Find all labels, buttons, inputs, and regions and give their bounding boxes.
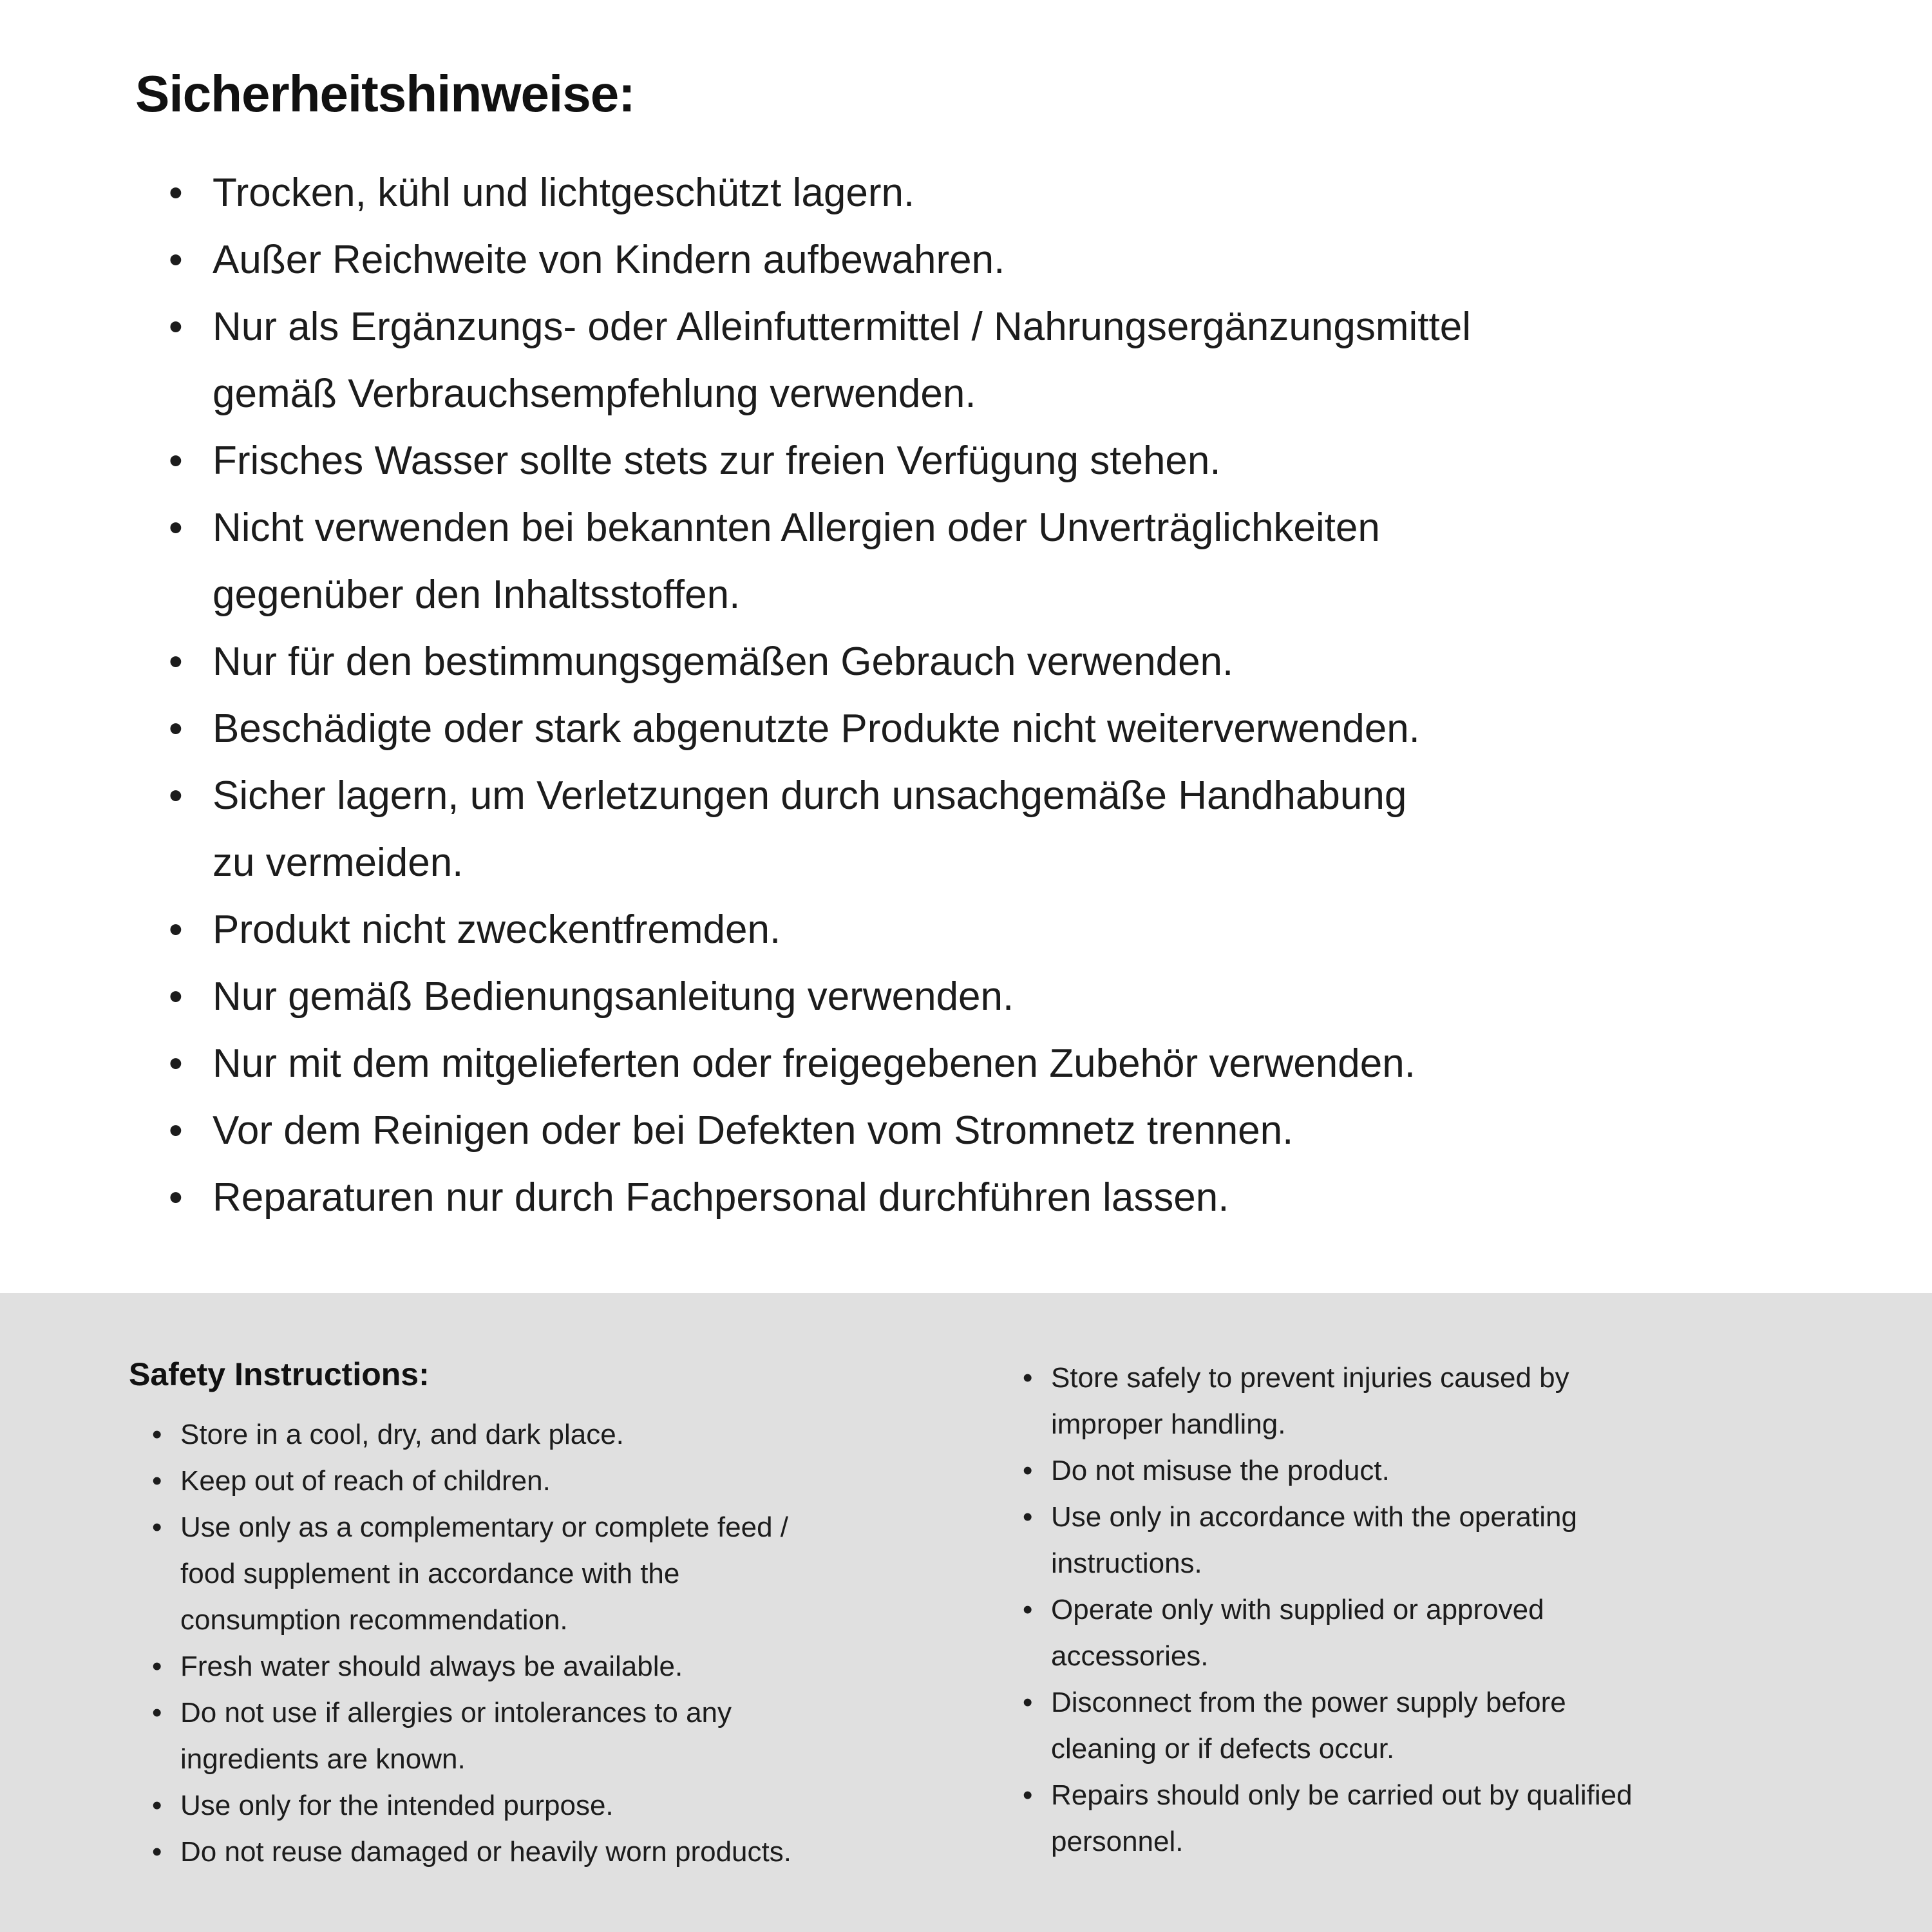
bullet-icon: • [152, 1651, 162, 1682]
list-item-text: zu vermeiden. [213, 840, 464, 885]
bullet-icon: • [152, 1465, 162, 1497]
list-item-text: Do not reuse damaged or heavily worn products. [180, 1836, 791, 1868]
english-safety-section [0, 1293, 1932, 1932]
list-item [169, 1030, 1842, 1097]
list-item-text: Disconnect from the power supply before [1051, 1687, 1566, 1718]
list-item-text: Do not misuse the product. [1051, 1455, 1390, 1486]
list-item-text: Use only in accordance with the operating [1051, 1501, 1577, 1533]
list-item-text: accessories. [1051, 1640, 1209, 1672]
bullet-icon: • [169, 773, 183, 818]
list-item [169, 762, 1842, 896]
bullet-icon: • [169, 439, 183, 483]
english-section-heading: Safety Instructions: [129, 1356, 430, 1392]
list-item [1023, 1448, 1855, 1494]
bullet-icon: • [169, 238, 183, 282]
list-item [152, 1690, 1023, 1783]
bullet-icon: • [1023, 1687, 1033, 1718]
list-item-text: Trocken, kühl und lichtgeschützt lagern. [213, 171, 915, 215]
list-item-text: Nur als Ergänzungs- oder Alleinfuttermittel / Nahrungsergänzungsmittel [213, 305, 1471, 349]
list-item-text: ingredients are known. [180, 1743, 466, 1775]
bullet-icon: • [169, 907, 183, 952]
bullet-icon: • [152, 1790, 162, 1821]
list-item-text: cleaning or if defects occur. [1051, 1733, 1395, 1765]
bullet-icon: • [1023, 1779, 1033, 1811]
list-item-text: Nicht verwenden bei bekannten Allergien oder Unverträglichkeiten [213, 506, 1380, 550]
list-item [152, 1412, 1023, 1458]
list-item [169, 1097, 1842, 1164]
list-item-text: Fresh water should always be available. [180, 1651, 683, 1682]
english-right-column [1023, 1355, 1855, 1932]
list-item [152, 1504, 1023, 1643]
list-item [152, 1783, 1023, 1829]
bullet-icon: • [169, 639, 183, 684]
bullet-icon: • [1023, 1501, 1033, 1533]
bullet-icon: • [169, 506, 183, 550]
bullet-icon: • [169, 305, 183, 349]
bullet-icon: • [169, 1041, 183, 1086]
list-item-text: Repairs should only be carried out by qualified [1051, 1779, 1633, 1811]
list-item-text: gegenüber den Inhaltsstoffen. [213, 573, 741, 617]
bullet-icon: • [152, 1836, 162, 1868]
bullet-icon: • [169, 706, 183, 751]
list-item [169, 227, 1842, 294]
list-item [169, 629, 1842, 696]
bullet-icon: • [169, 1108, 183, 1153]
list-item [1023, 1680, 1855, 1772]
list-item [169, 696, 1842, 762]
list-item-text: Vor dem Reinigen oder bei Defekten vom Stromnetz trennen. [213, 1108, 1294, 1153]
list-item-text: consumption recommendation. [180, 1604, 568, 1636]
list-item-text: Nur gemäß Bedienungsanleitung verwenden. [213, 974, 1014, 1019]
list-item [169, 428, 1842, 495]
list-item-text: Beschädigte oder stark abgenutzte Produkte nicht weiterverwenden. [213, 706, 1420, 751]
list-item [169, 896, 1842, 963]
list-item-text: Außer Reichweite von Kindern aufbewahren. [213, 238, 1005, 282]
list-item-text: improper handling. [1051, 1408, 1286, 1440]
bullet-icon: • [169, 974, 183, 1019]
list-item-text: Nur für den bestimmungsgemäßen Gebrauch verwenden. [213, 639, 1234, 684]
list-item [169, 963, 1842, 1030]
list-item [169, 160, 1842, 227]
list-item [152, 1458, 1023, 1504]
list-item [152, 1643, 1023, 1690]
list-item-text: Do not use if allergies or intolerances to any [180, 1697, 732, 1728]
german-bullet-list [135, 160, 1842, 1231]
list-item [152, 1829, 1023, 1875]
list-item [1023, 1587, 1855, 1680]
bullet-icon: • [169, 1175, 183, 1220]
bullet-icon: • [1023, 1455, 1033, 1486]
list-item-text: Produkt nicht zweckentfremden. [213, 907, 781, 952]
list-item [169, 495, 1842, 629]
list-item-text: Use only as a complementary or complete feed / [180, 1511, 789, 1543]
list-item-text: Frisches Wasser sollte stets zur freien Verfügung stehen. [213, 439, 1221, 483]
bullet-icon: • [152, 1697, 162, 1728]
list-item-text: Sicher lagern, um Verletzungen durch unsachgemäße Handhabung [213, 773, 1407, 818]
list-item-text: Store safely to prevent injuries caused by [1051, 1362, 1569, 1394]
bullet-icon: • [1023, 1362, 1033, 1394]
english-left-column [129, 1355, 1023, 1932]
list-item-text: personnel. [1051, 1826, 1184, 1857]
list-item-text: Reparaturen nur durch Fachpersonal durchführen lassen. [213, 1175, 1229, 1220]
list-item [1023, 1355, 1855, 1448]
list-item [169, 1164, 1842, 1231]
list-item-text: food supplement in accordance with the [180, 1558, 680, 1589]
english-bullet-list-left [129, 1412, 1023, 1875]
list-item-text: Operate only with supplied or approved [1051, 1594, 1544, 1625]
bullet-icon: • [152, 1419, 162, 1450]
list-item [169, 294, 1842, 428]
bullet-icon: • [1023, 1594, 1033, 1625]
bullet-icon: • [169, 171, 183, 215]
list-item [1023, 1494, 1855, 1587]
list-item [1023, 1772, 1855, 1865]
list-item-text: Nur mit dem mitgelieferten oder freigegebenen Zubehör verwenden. [213, 1041, 1416, 1086]
german-section-heading: Sicherheitshinweise: [135, 65, 635, 122]
list-item-text: Use only for the intended purpose. [180, 1790, 614, 1821]
english-bullet-list-right [1023, 1355, 1855, 1865]
list-item-text: gemäß Verbrauchsempfehlung verwenden. [213, 372, 976, 416]
list-item-text: Keep out of reach of children. [180, 1465, 551, 1497]
list-item-text: Store in a cool, dry, and dark place. [180, 1419, 624, 1450]
list-item-text: instructions. [1051, 1548, 1202, 1579]
bullet-icon: • [152, 1511, 162, 1543]
